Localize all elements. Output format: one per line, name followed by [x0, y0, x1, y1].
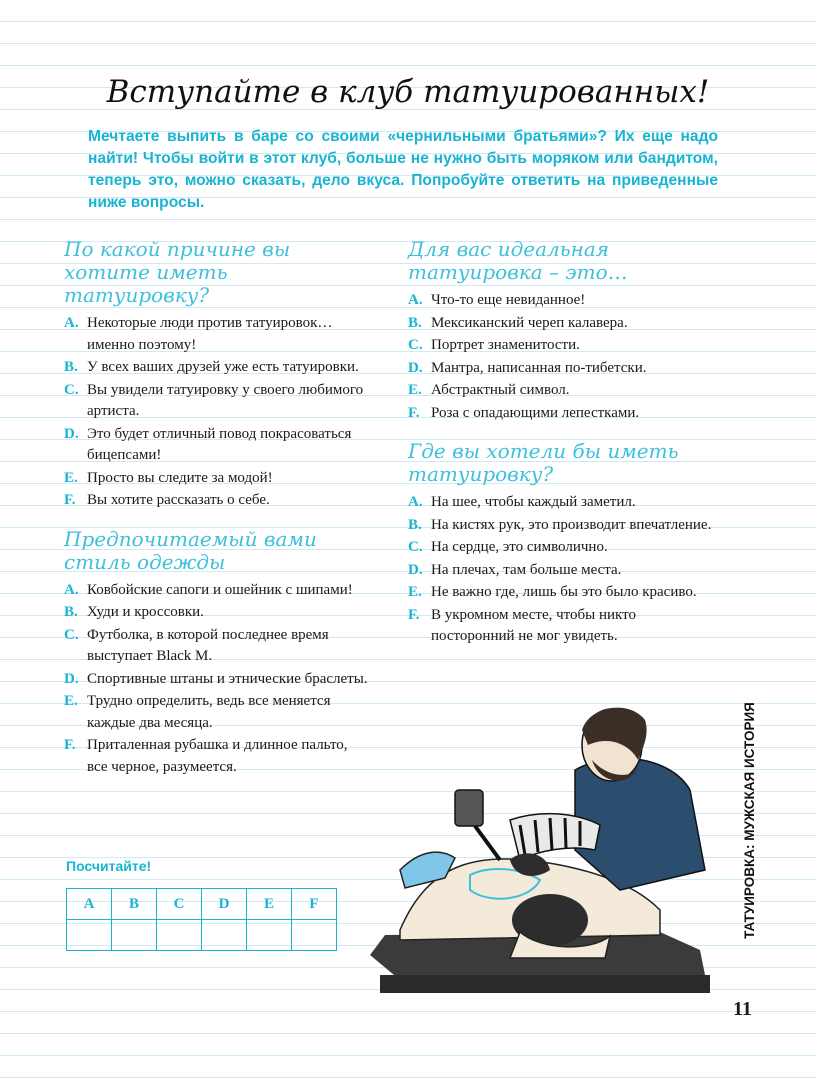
option-text: На плечах, там больше места.	[431, 561, 622, 578]
option-letter: F.	[408, 404, 420, 421]
option-item	[408, 358, 713, 380]
count-cell[interactable]	[112, 920, 157, 951]
count-title: Посчитайте!	[66, 858, 152, 874]
option-item	[408, 605, 713, 648]
option-letter: B.	[408, 516, 422, 533]
tattoo-machine-icon	[455, 790, 483, 826]
option-item	[64, 313, 369, 356]
question-reason	[64, 238, 369, 512]
option-item	[64, 602, 369, 624]
option-letter: E.	[64, 469, 78, 486]
option-letter: A.	[408, 292, 423, 308]
option-item	[408, 582, 713, 604]
option-text: Вы увидели татуировку у своего любимого артиста.	[87, 381, 364, 419]
question-clothing-style	[64, 528, 369, 779]
option-item	[408, 515, 713, 537]
count-cell[interactable]	[157, 920, 202, 951]
option-text: Футболка, в которой последнее время выступает Black M.	[87, 626, 329, 664]
option-item	[408, 313, 713, 335]
option-text: Мантра, написанная по-тибетски.	[431, 359, 647, 376]
option-item	[408, 290, 713, 312]
option-letter: D.	[64, 670, 79, 687]
question-title: Для вас идеальная татуировка – это…	[408, 237, 628, 284]
bench-base	[380, 975, 710, 993]
count-header-cell: E	[247, 889, 292, 920]
option-item	[64, 357, 369, 379]
option-letter: F.	[64, 737, 76, 753]
option-text: Спортивные штаны и этнические браслеты.	[87, 670, 368, 687]
option-letter: C.	[64, 381, 79, 398]
option-item	[408, 335, 713, 357]
option-letter: F.	[408, 606, 420, 623]
option-letter: D.	[64, 425, 79, 442]
intro-paragraph: Мечтаете выпить в баре со своими «чернильными братьями»? Их еще надо найти! Чтобы войти в этот клуб, больше не нужно быть моряком или бандитом, теперь это, можно сказать, дело вкуса. Попробуйте ответить на приведенные ниже вопросы.	[88, 128, 718, 211]
question-tattoo-location	[408, 440, 713, 648]
count-header-cell: D	[202, 889, 247, 920]
chapter-side-label	[729, 700, 769, 940]
option-letter: E.	[408, 382, 422, 398]
right-column	[408, 238, 713, 664]
option-letter: F.	[64, 492, 76, 508]
option-text: На кистях рук, это производит впечатление.	[431, 516, 712, 533]
side-label-text: ТАТУИРОВКА: МУЖСКАЯ ИСТОРИЯ	[741, 701, 757, 939]
option-item	[64, 691, 369, 734]
option-item	[408, 403, 713, 425]
count-header-cell: F	[292, 889, 337, 920]
count-table	[66, 888, 337, 951]
option-item	[64, 669, 369, 691]
page-number: 11	[733, 998, 752, 1020]
option-item	[64, 625, 369, 668]
option-item	[408, 560, 713, 582]
option-item	[64, 380, 369, 423]
count-cell[interactable]	[292, 920, 337, 951]
option-text: У всех ваших друзей уже есть татуировки.	[87, 359, 359, 375]
option-letter: D.	[408, 359, 423, 376]
option-item	[64, 424, 369, 467]
option-text: Не важно где, лишь бы это было красиво.	[431, 584, 697, 600]
option-text: Приталенная рубашка и длинное пальто, все черное, разумеется.	[87, 737, 348, 775]
tattoo-needle	[475, 826, 500, 860]
option-letter: A.	[64, 581, 79, 598]
count-header-row	[67, 889, 337, 920]
option-letter: C.	[64, 626, 79, 643]
question-title: По какой причине вы хотите иметь татуировку?	[64, 237, 291, 307]
option-item	[64, 490, 369, 512]
option-letter: C.	[408, 539, 423, 555]
option-text: Худи и кроссовки.	[87, 604, 204, 620]
option-item	[408, 380, 713, 402]
option-letter: B.	[408, 314, 422, 331]
option-text: Абстрактный символ.	[431, 382, 570, 398]
option-item	[64, 735, 369, 778]
option-text: Что-то еще невиданное!	[431, 292, 586, 308]
option-text: Портрет знаменитости.	[431, 337, 580, 353]
count-cell[interactable]	[202, 920, 247, 951]
option-item	[408, 492, 713, 514]
question-title: Предпочитаемый вами стиль одежды	[64, 526, 317, 574]
option-letter: A.	[64, 315, 79, 331]
option-text: Трудно определить, ведь все меняется каждые два месяца.	[87, 693, 331, 731]
page-title: Вступайте в клуб татуированных!	[106, 74, 710, 110]
option-item	[64, 580, 369, 602]
left-column	[64, 238, 369, 794]
option-text: Ковбойские сапоги и ошейник с шипами!	[87, 581, 353, 598]
option-text: Вы хотите рассказать о себе.	[87, 492, 270, 508]
question-title: Где вы хотели бы иметь татуировку?	[408, 439, 679, 486]
option-text: Просто вы следите за модой!	[87, 469, 273, 486]
option-text: В укромном месте, чтобы никто посторонний не мог увидеть.	[431, 606, 636, 644]
tattoo-artist-illustration	[360, 700, 720, 1030]
option-text: Некоторые люди против татуировок… именно поэтому!	[87, 315, 333, 353]
option-letter: A.	[408, 494, 423, 510]
count-cell[interactable]	[247, 920, 292, 951]
count-header-cell: A	[67, 889, 112, 920]
count-header-cell: C	[157, 889, 202, 920]
option-text: Мексиканский череп калавера.	[431, 314, 628, 331]
option-letter: B.	[64, 359, 78, 375]
count-cell[interactable]	[67, 920, 112, 951]
option-letter: C.	[408, 337, 423, 353]
option-text: Это будет отличный повод покрасоваться бицепсами!	[87, 425, 352, 463]
option-item	[64, 468, 369, 490]
question-ideal-tattoo	[408, 238, 713, 424]
option-letter: B.	[64, 604, 78, 620]
option-item	[408, 537, 713, 559]
option-letter: D.	[408, 561, 423, 578]
count-input-row	[67, 920, 337, 951]
option-text: Роза с опадающими лепестками.	[431, 404, 640, 421]
option-text: На шее, чтобы каждый заметил.	[431, 494, 636, 510]
count-header-cell: B	[112, 889, 157, 920]
option-text: На сердце, это символично.	[431, 539, 608, 555]
option-letter: E.	[64, 693, 78, 709]
option-letter: E.	[408, 584, 422, 600]
